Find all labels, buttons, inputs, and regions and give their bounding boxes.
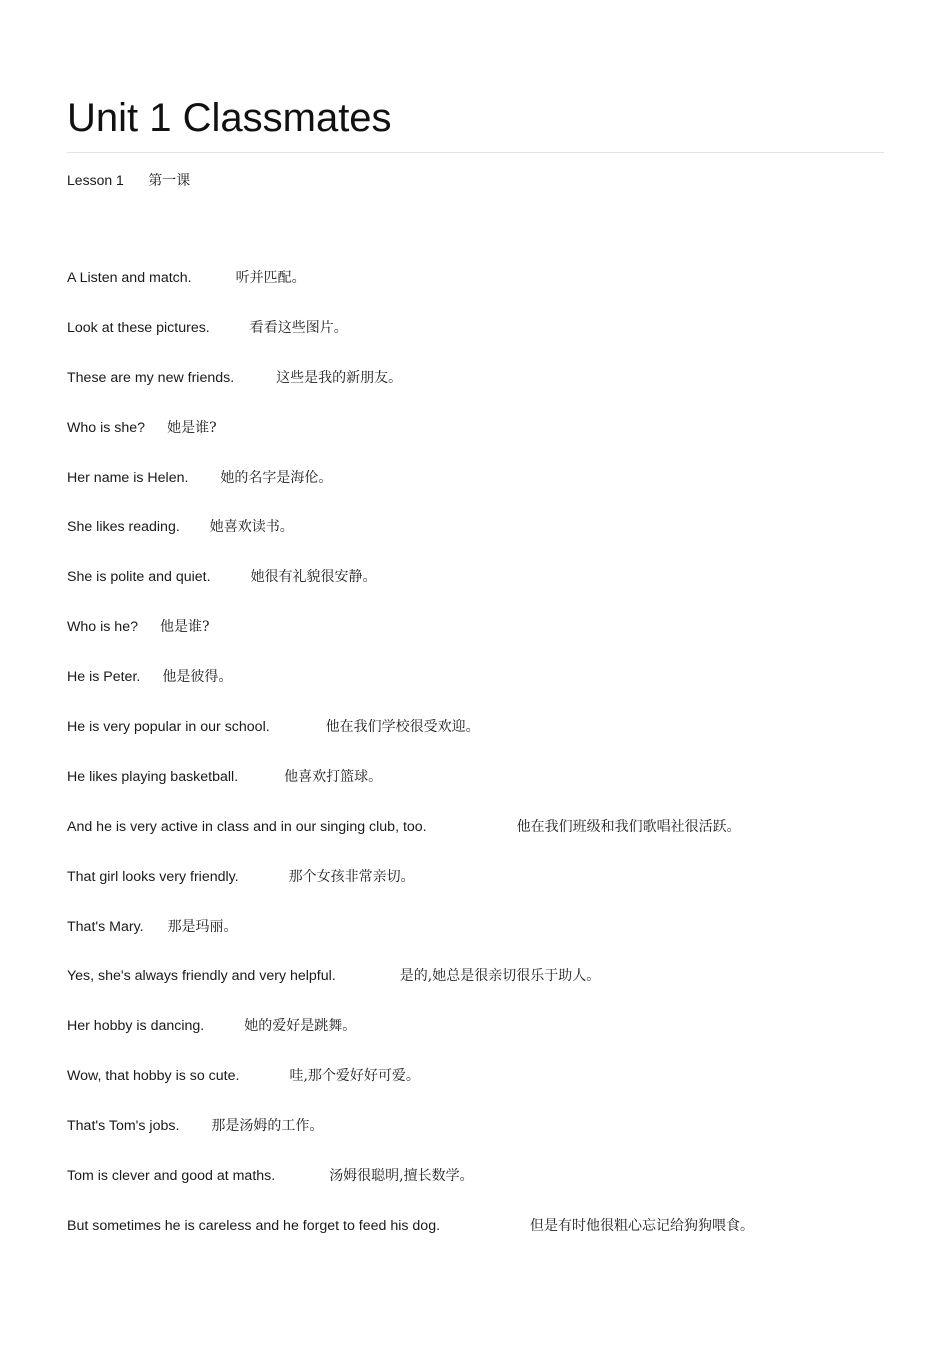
sentence-line bbox=[67, 368, 927, 418]
page-title: Unit 1 Classmates bbox=[67, 96, 392, 140]
sentence-zh: 听并匹配。 bbox=[235, 270, 306, 286]
sentence-line bbox=[67, 1116, 927, 1166]
sentence-zh: 但是有时他很粗心忘记给狗狗喂食。 bbox=[530, 1217, 755, 1234]
sentence-list bbox=[67, 268, 927, 1266]
sentence-line bbox=[67, 1166, 927, 1216]
sentence-zh: 她的爱好是跳舞。 bbox=[244, 1018, 357, 1035]
sentence-line bbox=[67, 617, 927, 667]
sentence-line bbox=[67, 667, 927, 717]
sentence-en: Yes, she's always friendly and very helpful. bbox=[67, 968, 336, 985]
sentence-line bbox=[67, 1016, 927, 1066]
lesson-label-en: Lesson 1 bbox=[67, 172, 124, 188]
sentence-line bbox=[67, 817, 927, 867]
sentence-line bbox=[67, 1216, 927, 1266]
sentence-en: Who is he? bbox=[67, 619, 138, 636]
sentence-line bbox=[67, 318, 927, 368]
sentence-line bbox=[67, 567, 927, 617]
lesson-heading bbox=[67, 170, 190, 191]
sentence-en: He is Peter. bbox=[67, 669, 141, 686]
title-divider bbox=[67, 152, 884, 153]
sentence-zh: 他是彼得。 bbox=[162, 669, 233, 686]
sentence-zh: 那是玛丽。 bbox=[167, 918, 238, 935]
sentence-en: That's Tom's jobs. bbox=[67, 1118, 180, 1135]
sentence-line bbox=[67, 268, 927, 318]
sentence-zh: 她喜欢读书。 bbox=[209, 519, 294, 536]
sentence-en: She likes reading. bbox=[67, 519, 180, 536]
sentence-en: He likes playing basketball. bbox=[67, 768, 239, 785]
sentence-en: A Listen and match. bbox=[67, 270, 192, 286]
sentence-en: That's Mary. bbox=[67, 918, 144, 935]
sentence-en: Her name is Helen. bbox=[67, 469, 189, 486]
sentence-en: She is polite and quiet. bbox=[67, 569, 211, 586]
sentence-en: That girl looks very friendly. bbox=[67, 868, 239, 885]
sentence-zh: 他在我们班级和我们歌唱社很活跃。 bbox=[516, 818, 741, 835]
sentence-zh: 看看这些图片。 bbox=[249, 319, 348, 336]
sentence-zh: 他在我们学校很受欢迎。 bbox=[325, 719, 480, 736]
sentence-en: Look at these pictures. bbox=[67, 319, 210, 336]
sentence-zh: 那是汤姆的工作。 bbox=[211, 1118, 324, 1135]
sentence-line bbox=[67, 767, 927, 817]
sentence-line bbox=[67, 917, 927, 967]
sentence-line bbox=[67, 1066, 927, 1116]
sentence-line bbox=[67, 517, 927, 567]
sentence-en: He is very popular in our school. bbox=[67, 719, 270, 736]
sentence-en: Who is she? bbox=[67, 419, 146, 436]
sentence-en: These are my new friends. bbox=[67, 369, 235, 386]
sentence-zh: 是的,她总是很亲切很乐于助人。 bbox=[399, 968, 601, 985]
sentence-zh: 他是谁? bbox=[159, 619, 210, 636]
sentence-zh: 他喜欢打篮球。 bbox=[284, 768, 383, 785]
sentence-line bbox=[67, 418, 927, 468]
sentence-en: Tom is clever and good at maths. bbox=[67, 1168, 276, 1185]
sentence-en: And he is very active in class and in our singing club, too. bbox=[67, 818, 427, 835]
sentence-en: Wow, that hobby is so cute. bbox=[67, 1068, 240, 1085]
sentence-zh: 她是谁? bbox=[167, 419, 217, 436]
sentence-zh: 哇,那个爱好好可爱。 bbox=[289, 1068, 420, 1085]
sentence-zh: 汤姆很聪明,擅长数学。 bbox=[329, 1168, 474, 1185]
sentence-zh: 她的名字是海伦。 bbox=[220, 469, 333, 486]
sentence-line bbox=[67, 966, 927, 1016]
sentence-line bbox=[67, 867, 927, 917]
lesson-label-zh: 第一课 bbox=[148, 173, 191, 189]
sentence-zh: 她很有礼貌很安静。 bbox=[250, 569, 377, 586]
sentence-line bbox=[67, 717, 927, 767]
sentence-en: But sometimes he is careless and he forget to feed his dog. bbox=[67, 1217, 441, 1234]
sentence-en: Her hobby is dancing. bbox=[67, 1018, 205, 1035]
sentence-zh: 那个女孩非常亲切。 bbox=[288, 868, 415, 885]
sentence-line bbox=[67, 468, 927, 518]
sentence-zh: 这些是我的新朋友。 bbox=[276, 369, 403, 386]
